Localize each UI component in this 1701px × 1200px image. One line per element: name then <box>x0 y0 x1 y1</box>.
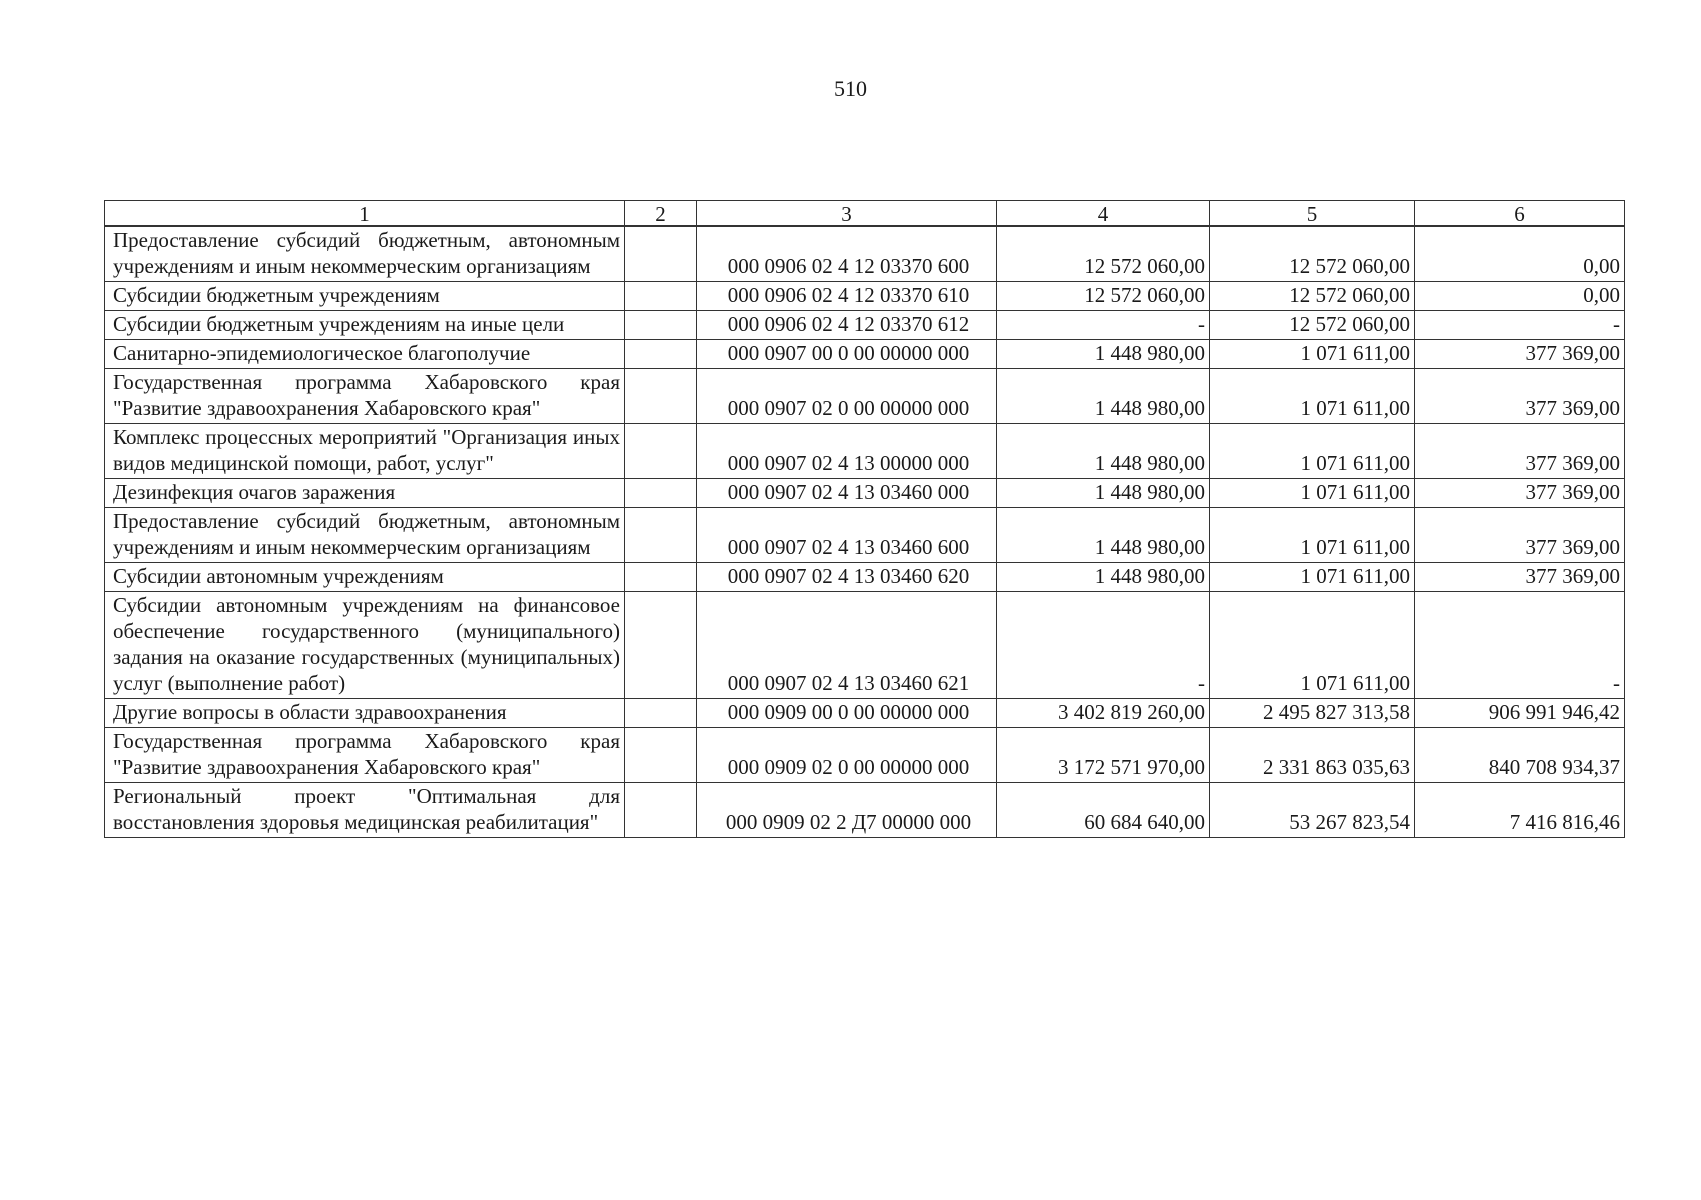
row-code: 000 0907 02 4 13 03460 620 <box>697 563 997 592</box>
table-row <box>105 563 1625 592</box>
row-value-col4: 12 572 060,00 <box>997 282 1210 311</box>
row-value-col4: - <box>997 311 1210 340</box>
row-name: Другие вопросы в области здравоохранения <box>105 699 625 728</box>
row-name: Субсидии автономным учреждениям на финансовое обеспечение государственного (муниципального) задания на оказание государственных (муниципальных) услуг (выполнение работ) <box>105 592 625 699</box>
row-value-col5: 12 572 060,00 <box>1210 282 1415 311</box>
row-value-col5: 1 071 611,00 <box>1210 592 1415 699</box>
row-code: 000 0909 02 0 00 00000 000 <box>697 728 997 783</box>
row-value-col6: 0,00 <box>1415 226 1625 282</box>
table-row <box>105 699 1625 728</box>
row-code: 000 0909 02 2 Д7 00000 000 <box>697 783 997 838</box>
table-row <box>105 479 1625 508</box>
row-col2-empty <box>625 479 697 508</box>
row-value-col5: 2 331 863 035,63 <box>1210 728 1415 783</box>
row-value-col4: 1 448 980,00 <box>997 424 1210 479</box>
budget-table <box>104 200 1625 838</box>
column-header-3: 3 <box>697 201 997 227</box>
row-col2-empty <box>625 282 697 311</box>
row-value-col6: 7 416 816,46 <box>1415 783 1625 838</box>
row-code: 000 0907 02 4 13 03460 600 <box>697 508 997 563</box>
row-name: Субсидии автономным учреждениям <box>105 563 625 592</box>
row-value-col4: 1 448 980,00 <box>997 340 1210 369</box>
table-row <box>105 226 1625 282</box>
row-name: Региональный проект "Оптимальная для восстановления здоровья медицинская реабилитация" <box>105 783 625 838</box>
column-header-5: 5 <box>1210 201 1415 227</box>
row-value-col5: 1 071 611,00 <box>1210 340 1415 369</box>
row-name: Государственная программа Хабаровского края "Развитие здравоохранения Хабаровского края" <box>105 728 625 783</box>
table-row <box>105 340 1625 369</box>
row-col2-empty <box>625 226 697 282</box>
row-name: Дезинфекция очагов заражения <box>105 479 625 508</box>
row-value-col6: - <box>1415 592 1625 699</box>
row-col2-empty <box>625 369 697 424</box>
row-value-col6: 377 369,00 <box>1415 479 1625 508</box>
row-name: Предоставление субсидий бюджетным, автономным учреждениям и иным некоммерческим организациям <box>105 508 625 563</box>
row-value-col5: 12 572 060,00 <box>1210 311 1415 340</box>
row-value-col5: 2 495 827 313,58 <box>1210 699 1415 728</box>
row-name: Предоставление субсидий бюджетным, автономным учреждениям и иным некоммерческим организациям <box>105 226 625 282</box>
table-row <box>105 369 1625 424</box>
row-value-col6: 0,00 <box>1415 282 1625 311</box>
row-value-col4: 3 402 819 260,00 <box>997 699 1210 728</box>
row-value-col5: 1 071 611,00 <box>1210 369 1415 424</box>
row-value-col4: 3 172 571 970,00 <box>997 728 1210 783</box>
column-header-4: 4 <box>997 201 1210 227</box>
row-value-col6: 377 369,00 <box>1415 369 1625 424</box>
row-code: 000 0907 02 0 00 00000 000 <box>697 369 997 424</box>
table-row <box>105 508 1625 563</box>
row-value-col6: - <box>1415 311 1625 340</box>
row-value-col4: 1 448 980,00 <box>997 508 1210 563</box>
row-col2-empty <box>625 424 697 479</box>
row-col2-empty <box>625 592 697 699</box>
row-value-col5: 53 267 823,54 <box>1210 783 1415 838</box>
row-code: 000 0907 02 4 13 03460 000 <box>697 479 997 508</box>
row-value-col5: 1 071 611,00 <box>1210 479 1415 508</box>
row-col2-empty <box>625 728 697 783</box>
column-header-6: 6 <box>1415 201 1625 227</box>
row-value-col4: 1 448 980,00 <box>997 369 1210 424</box>
row-code: 000 0906 02 4 12 03370 610 <box>697 282 997 311</box>
row-code: 000 0906 02 4 12 03370 612 <box>697 311 997 340</box>
table-row <box>105 592 1625 699</box>
page-number: 510 <box>834 76 867 101</box>
row-name: Санитарно-эпидемиологическое благополучие <box>105 340 625 369</box>
row-value-col4: - <box>997 592 1210 699</box>
row-code: 000 0906 02 4 12 03370 600 <box>697 226 997 282</box>
row-col2-empty <box>625 699 697 728</box>
table-row <box>105 311 1625 340</box>
row-name: Субсидии бюджетным учреждениям <box>105 282 625 311</box>
row-col2-empty <box>625 311 697 340</box>
row-col2-empty <box>625 340 697 369</box>
row-code: 000 0907 02 4 13 03460 621 <box>697 592 997 699</box>
row-value-col4: 60 684 640,00 <box>997 783 1210 838</box>
row-name: Комплекс процессных мероприятий "Организация иных видов медицинской помощи, работ, услуг" <box>105 424 625 479</box>
row-name: Государственная программа Хабаровского края "Развитие здравоохранения Хабаровского края" <box>105 369 625 424</box>
row-col2-empty <box>625 508 697 563</box>
row-value-col6: 377 369,00 <box>1415 563 1625 592</box>
table-row <box>105 424 1625 479</box>
row-col2-empty <box>625 563 697 592</box>
row-value-col6: 840 708 934,37 <box>1415 728 1625 783</box>
row-value-col6: 377 369,00 <box>1415 424 1625 479</box>
row-value-col4: 12 572 060,00 <box>997 226 1210 282</box>
row-value-col5: 1 071 611,00 <box>1210 508 1415 563</box>
table-row <box>105 282 1625 311</box>
column-header-1: 1 <box>105 201 625 227</box>
row-col2-empty <box>625 783 697 838</box>
row-value-col5: 1 071 611,00 <box>1210 563 1415 592</box>
column-header-2: 2 <box>625 201 697 227</box>
row-value-col6: 377 369,00 <box>1415 340 1625 369</box>
table-row <box>105 728 1625 783</box>
row-value-col6: 906 991 946,42 <box>1415 699 1625 728</box>
row-value-col6: 377 369,00 <box>1415 508 1625 563</box>
row-value-col5: 1 071 611,00 <box>1210 424 1415 479</box>
row-value-col4: 1 448 980,00 <box>997 563 1210 592</box>
row-value-col4: 1 448 980,00 <box>997 479 1210 508</box>
row-code: 000 0909 00 0 00 00000 000 <box>697 699 997 728</box>
table-row <box>105 783 1625 838</box>
row-name: Субсидии бюджетным учреждениям на иные цели <box>105 311 625 340</box>
column-number-row <box>105 201 1625 227</box>
row-value-col5: 12 572 060,00 <box>1210 226 1415 282</box>
row-code: 000 0907 00 0 00 00000 000 <box>697 340 997 369</box>
row-code: 000 0907 02 4 13 00000 000 <box>697 424 997 479</box>
